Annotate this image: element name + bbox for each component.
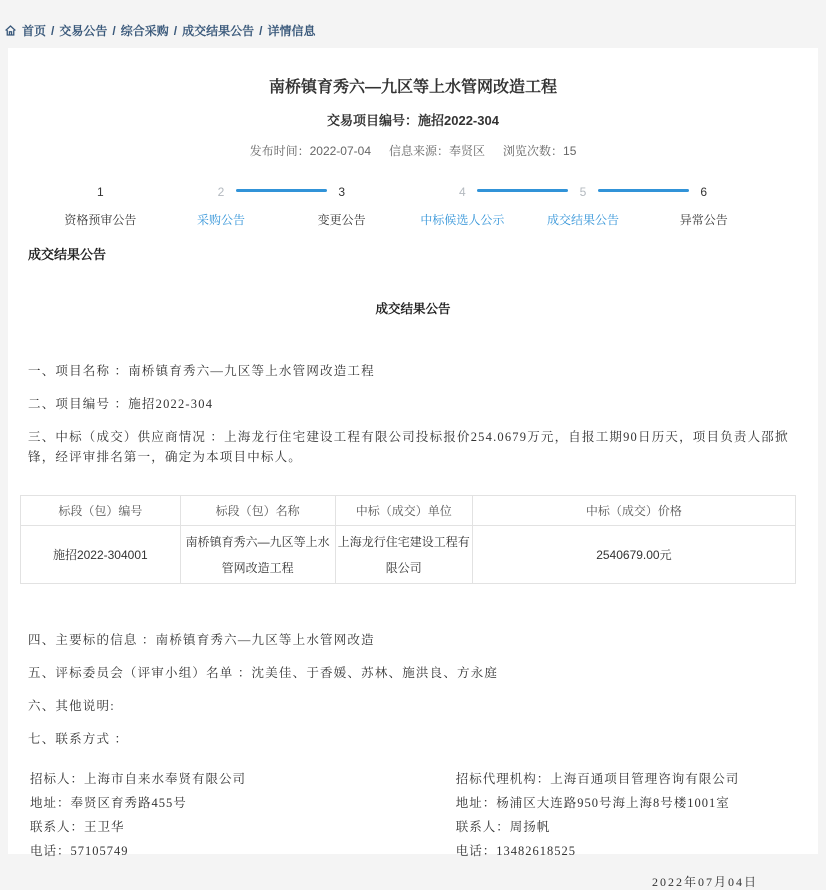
announcement-card [8,48,818,889]
progress-steps [40,183,764,228]
table-header-cell: 中标（成交）单位 [335,496,472,526]
breadcrumb-separator: / [112,23,116,38]
contact-line: 电话：13482618525 [455,844,576,858]
step-3[interactable] [281,183,402,228]
publish-date: 2022年07月04日 [651,875,758,889]
table-cell: 施招2022-304001 [21,526,181,584]
step-number: 4 [459,185,466,199]
table-cell: 2540679.00元 [472,526,795,584]
step-1[interactable] [40,183,161,228]
step-label: 资格预审公告 [64,213,137,227]
paragraph-subject-info: 四、主要标的信息 ：南桥镇育秀六—九区等上水管网改造 [28,633,375,647]
step-number: 6 [700,185,708,199]
breadcrumb-item[interactable]: 详情信息 [267,24,316,38]
breadcrumb-item[interactable]: 交易公告 [59,24,108,38]
home-icon[interactable] [4,24,17,37]
step-2[interactable] [161,183,282,228]
breadcrumb-item[interactable]: 首页 [22,24,47,38]
contact-line: 电话：57105749 [30,844,129,858]
table-cell: 上海龙行住宅建设工程有限公司 [335,526,472,584]
table-cell: 南桥镇育秀六—九区等上水管网改造工程 [180,526,335,584]
contact-section [30,767,804,863]
table-header-cell: 中标（成交）价格 [472,496,795,526]
paragraph-contact-heading: 七、联系方式 ： [28,732,129,746]
breadcrumb-items [22,22,315,39]
breadcrumb-separator: / [173,23,178,38]
project-number: 交易项目编号：施招2022-304 [327,113,499,128]
step-number: 2 [217,185,225,199]
paragraph-project-name: 一、项目名称 ：南桥镇育秀六—九区等上水管网改造工程 [28,364,375,378]
step-4[interactable] [402,183,523,228]
meta-item: 信息来源：奉贤区 [389,144,486,158]
agency-contact [456,767,804,863]
meta-item: 浏览次数：15 [503,144,577,158]
breadcrumb-separator: / [51,23,55,38]
step-number: 1 [96,185,104,199]
breadcrumb [4,22,818,39]
page-title: 南桥镇育秀六—九区等上水管网改造工程 [268,79,557,96]
paragraph-committee: 五、评标委员会（评审小组）名单 ：沈美佳、于香媛、苏林、施洪良、方永庭 [28,666,499,680]
step-number: 5 [579,185,587,199]
step-number: 3 [338,185,346,199]
contact-line: 招标代理机构：上海百通项目管理咨询有限公司 [455,772,740,786]
table-header-cell: 标段（包）编号 [21,496,181,526]
step-label: 异常公告 [679,213,728,227]
result-table [20,495,796,584]
section-heading: 成交结果公告 [28,247,107,262]
meta-row [8,142,818,159]
step-label: 变更公告 [317,213,366,227]
breadcrumb-item[interactable]: 成交结果公告 [182,24,255,38]
table-header-cell: 标段（包）名称 [180,496,335,526]
tenderer-contact [30,767,456,863]
announcement-heading: 成交结果公告 [375,302,451,316]
contact-line: 联系人：周扬帆 [455,820,551,834]
step-label: 中标候选人公示 [420,213,505,227]
step-5[interactable] [523,183,644,228]
contact-line: 联系人：王卫华 [30,820,125,834]
table-row [21,526,796,584]
announcement-body [28,361,804,749]
step-label: 采购公告 [197,213,246,227]
step-label: 成交结果公告 [547,213,620,227]
meta-item: 发布时间：2022-07-04 [249,144,371,158]
contact-line: 地址：奉贤区育秀路455号 [30,796,187,810]
contact-line: 地址：杨浦区大连路950号海上海8号楼1001室 [455,796,730,810]
paragraph-other-notes: 六、其他说明: [28,699,115,713]
breadcrumb-item[interactable]: 综合采购 [120,24,169,38]
breadcrumb-separator: / [259,23,263,38]
step-6[interactable] [643,183,764,228]
contact-line: 招标人：上海市自来水奉贤有限公司 [30,772,247,786]
paragraph-winner-info: 三、中标（成交）供应商情况 ：上海龙行住宅建设工程有限公司投标报价254.0679万元，自报工期90日历天，项目负责人邵掀锋，经评审排名第一，确定为本项目中标人。 [28,430,789,464]
paragraph-project-no: 二、项目编号 ：施招2022-304 [28,397,214,411]
